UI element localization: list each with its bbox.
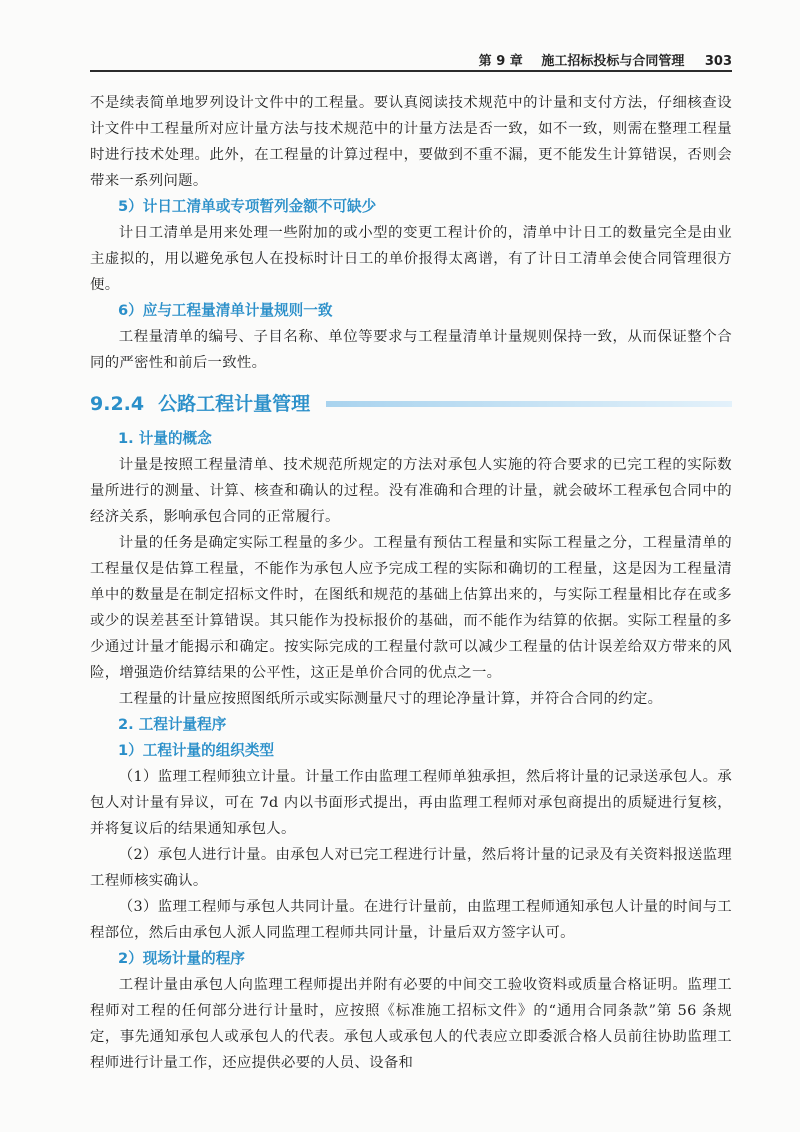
- chapter-label: 第 9 章: [478, 54, 523, 69]
- section-number: 9.2.4: [90, 393, 145, 415]
- paragraph-daywork: 计日工清单是用来处理一些附加的或小型的变更工程计价的，清单中计日工的数量完全是由业主虚拟的，用以避免承包人在投标时计日工的单价报得太离谱，有了计日工清单会使合同管理很方便。: [90, 225, 732, 293]
- section-title: 公路工程计量管理: [158, 393, 311, 415]
- heading-organization: 1）工程计量的组织类型: [118, 742, 275, 759]
- paragraph-site-1: 工程计量由承包人向监理工程师提出并附有必要的中间交工验收资料或质量合格证明。监理工程师对工程的任何部分进行计量时，应按照《标准施工招标文件》的“通用合同条款”第 56 条规定，事先通知承包人或承包人的代表。承包人或承包人的代表应立即委派合格人员前往协助监理工程师进行计量工作，还应提供必要的人员、设备和: [90, 977, 732, 1071]
- heading-site: 2）现场计量的程序: [118, 950, 245, 967]
- heading-consistency: 6）应与工程量清单计量规则一致: [118, 302, 333, 319]
- page-body: [90, 90, 732, 1076]
- paragraph-concept-1: 计量是按照工程量清单、技术规范所规定的方法对承包人实施的符合要求的已完工程的实际数量所进行的测量、计算、核查和确认的过程。没有准确和合理的计量，就会破坏工程承包合同中的经济关系，影响承包合同的正常履行。: [90, 457, 732, 525]
- section-heading-bar: [326, 401, 732, 407]
- paragraph-intro: 不是续表简单地罗列设计文件中的工程量。要认真阅读技术规范中的计量和支付方法，仔细核查设计文件中工程量所对应计量方法与技术规范中的计量方法是否一致，如不一致，则需在整理工程量时进行技术处理。此外，在工程量的计算过程中，要做到不重不漏，更不能发生计算错误，否则会带来一系列问题。: [90, 95, 732, 189]
- paragraph-org-3: （3）监理工程师与承包人共同计量。在进行计量前，由监理工程师通知承包人计量的时间与工程部位，然后由承包人派人同监理工程师共同计量，计量后双方签字认可。: [90, 899, 732, 941]
- paragraph-concept-2: 计量的任务是确定实际工程量的多少。工程量有预估工程量和实际工程量之分，工程量清单的工程量仅是估算工程量，不能作为承包人应予完成工程的实际和确切的工程量，这是因为工程量清单中的数量是在制定招标文件时，在图纸和规范的基础上估算出来的，与实际工程量相比存在或多或少的误差甚至计算错误。其只能作为投标报价的基础，而不能作为结算的依据。实际工程量的多少通过计量才能揭示和确定。按实际完成的工程量付款可以减少工程量的估计误差给双方带来的风险，增强造价结算结果的公平性，这正是单价合同的优点之一。: [90, 535, 732, 681]
- chapter-title: 施工招标投标与合同管理: [541, 54, 685, 69]
- page-number: 303: [704, 54, 732, 69]
- paragraph-org-1: （1）监理工程师独立计量。计量工作由监理工程师单独承担，然后将计量的记录送承包人。承包人对计量有异议，可在 7d 内以书面形式提出，再由监理工程师对承包商提出的质疑进行复核，并将复议后的结果通知承包人。: [90, 769, 732, 837]
- header-rule: [90, 70, 732, 72]
- section-heading: [90, 390, 732, 418]
- running-header-text: [479, 50, 732, 69]
- paragraph-concept-3: 工程量的计量应按照图纸所示或实际测量尺寸的理论净量计算，并符合合同的约定。: [118, 691, 663, 707]
- paragraph-org-2: （2）承包人进行计量。由承包人对已完工程进行计量，然后将计量的记录及有关资料报送监理工程师核实确认。: [90, 847, 732, 889]
- paragraph-consistency: 工程量清单的编号、子目名称、单位等要求与工程量清单计量规则保持一致，从而保证整个合同的严密性和前后一致性。: [90, 329, 732, 371]
- heading-procedure: 2. 工程计量程序: [118, 716, 227, 733]
- heading-concept: 1. 计量的概念: [118, 430, 212, 447]
- heading-daywork: 5）计日工清单或专项暂列金额不可缺少: [118, 198, 377, 215]
- running-header: [90, 48, 732, 76]
